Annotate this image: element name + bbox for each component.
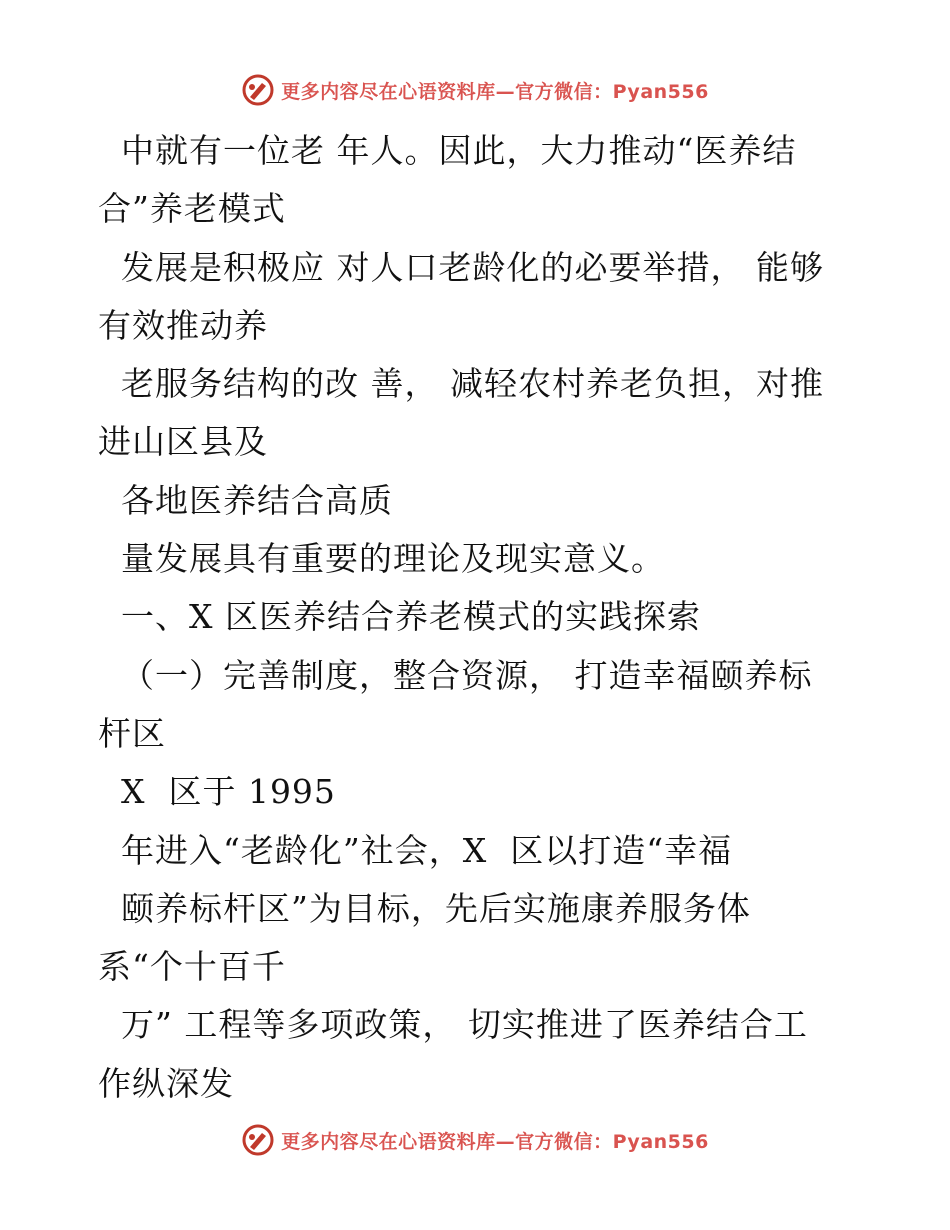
body-line: 系“个十百千	[98, 947, 286, 987]
body-line: 老服务结构的改 善， 减轻农村养老负担，对推	[98, 364, 824, 404]
watermark-text: 更多内容尽在心语资料库—官方微信：Pyan556	[281, 80, 709, 103]
watermark-text: 更多内容尽在心语资料库—官方微信：Pyan556	[281, 1130, 709, 1153]
body-line: 年进入“老龄化”社会，X 区以打造“幸福	[98, 830, 733, 870]
pen-emblem-icon	[241, 1123, 275, 1157]
body-line: 量发展具有重要的理论及现实意义。	[98, 539, 665, 579]
body-line: 有效推动养	[98, 305, 268, 345]
body-line: X 区于 1995	[98, 772, 336, 812]
body-line: 中就有一位老 年人。因此，大力推动“医养结	[98, 131, 797, 170]
header-watermark	[0, 70, 950, 110]
body-line: 杆区	[98, 713, 166, 753]
body-line: 颐养标杆区”为目标，先后实施康养服务体	[98, 888, 751, 928]
body-line: 进山区县及	[98, 422, 268, 462]
body-line: 合”养老模式	[98, 189, 286, 229]
body-line: 万” 工程等多项政策， 切实推进了医养结合工	[98, 1005, 808, 1045]
body-line: 作纵深发	[98, 1063, 234, 1103]
document-body	[98, 122, 858, 1113]
body-line: 发展是积极应 对人口老龄化的必要举措， 能够	[98, 247, 824, 287]
footer-watermark	[0, 1120, 950, 1160]
section-heading: 一、X 区医养结合养老模式的实践探索	[98, 597, 701, 637]
subsection-heading: （一）完善制度，整合资源， 打造幸福颐养标	[98, 655, 813, 695]
pen-emblem-icon	[241, 73, 275, 107]
body-line: 各地医养结合高质	[98, 480, 393, 520]
